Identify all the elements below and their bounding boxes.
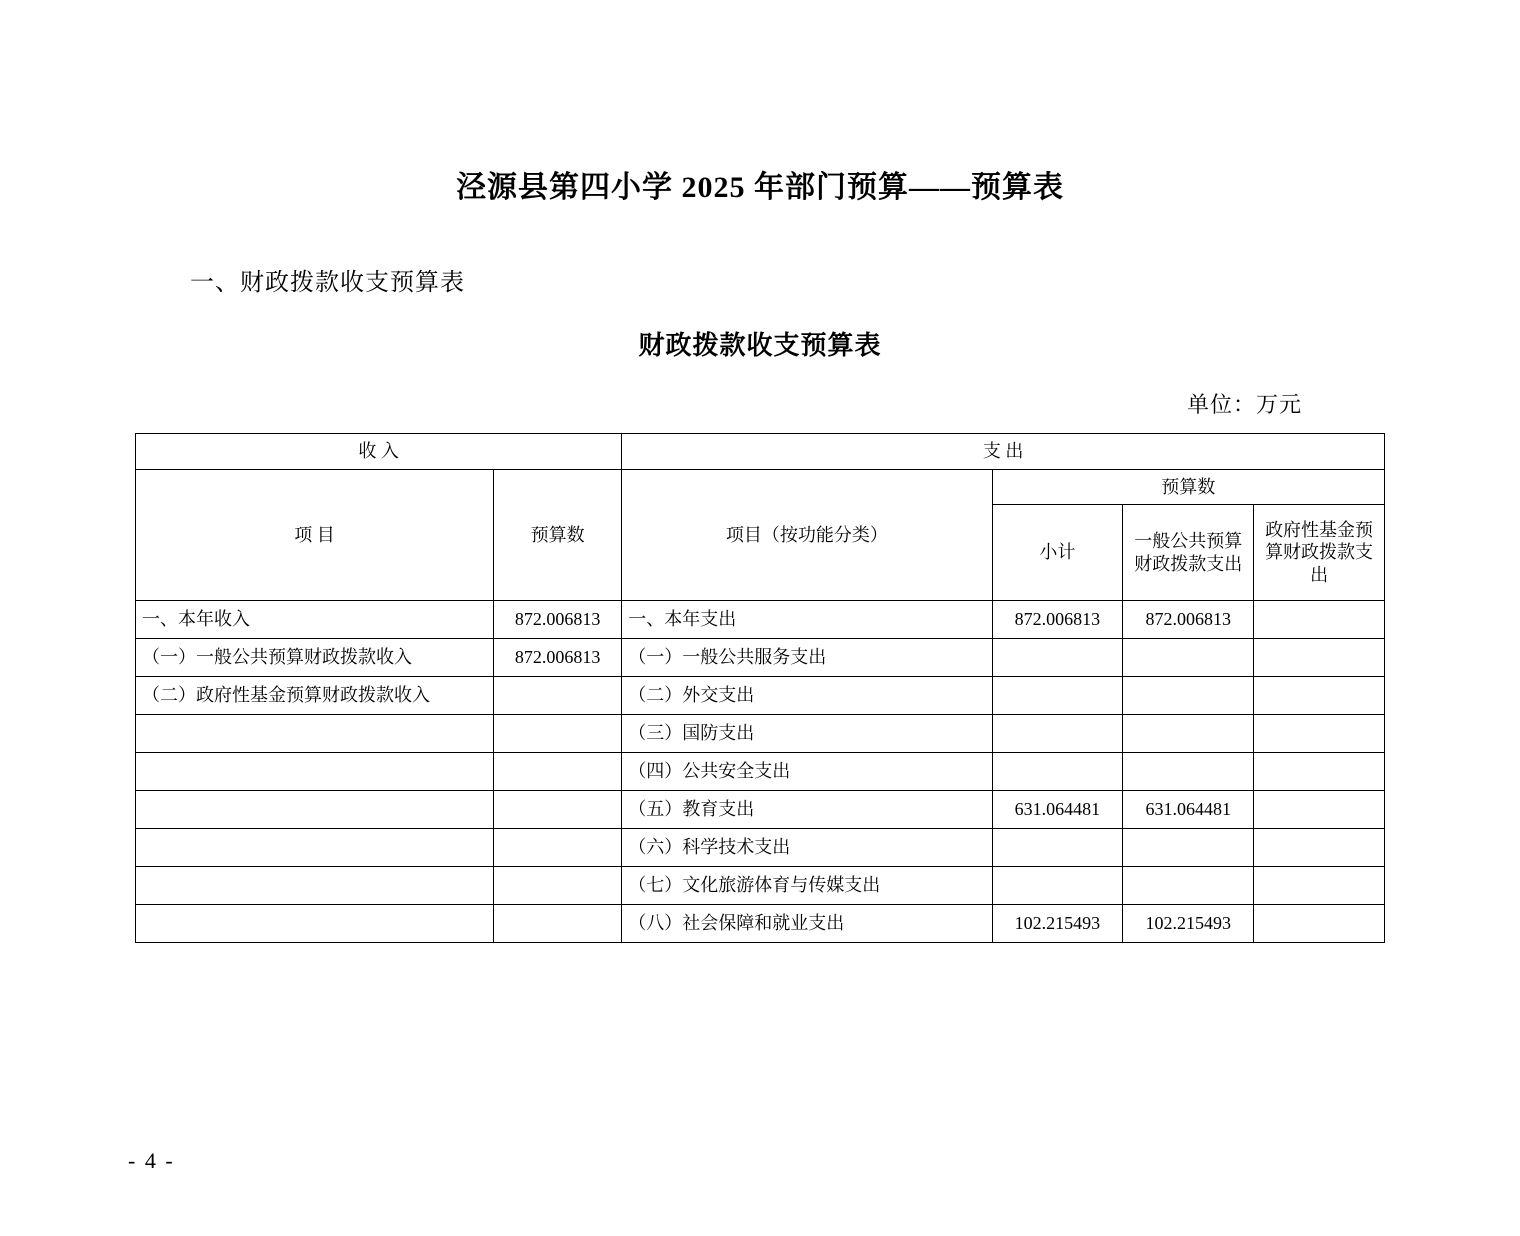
cell-income-item — [136, 829, 494, 867]
cell-gov-fund — [1254, 905, 1385, 943]
header-income-group: 收 入 — [136, 434, 622, 470]
cell-gov-fund — [1254, 715, 1385, 753]
table-header — [136, 434, 1385, 601]
cell-income-item — [136, 867, 494, 905]
cell-gov-fund — [1254, 601, 1385, 639]
cell-income-budget — [493, 829, 621, 867]
cell-income-item: 一、本年收入 — [136, 601, 494, 639]
page-title: 泾源县第四小学 2025 年部门预算——预算表 — [456, 171, 1064, 204]
cell-subtotal — [992, 715, 1123, 753]
table-row — [136, 905, 1385, 943]
header-income-item: 项 目 — [136, 469, 494, 601]
cell-income-item — [136, 905, 494, 943]
cell-expense-item: （三）国防支出 — [622, 715, 992, 753]
cell-general-public — [1123, 867, 1254, 905]
cell-general-public — [1123, 753, 1254, 791]
table-row — [136, 753, 1385, 791]
cell-subtotal: 631.064481 — [992, 791, 1123, 829]
section-heading: 一、财政拨款收支预算表 — [190, 270, 465, 296]
cell-income-budget — [493, 867, 621, 905]
budget-table — [135, 433, 1385, 943]
cell-income-item: （二）政府性基金预算财政拨款收入 — [136, 677, 494, 715]
cell-gov-fund — [1254, 867, 1385, 905]
cell-expense-item: （一）一般公共服务支出 — [622, 639, 992, 677]
cell-expense-item: （四）公共安全支出 — [622, 753, 992, 791]
cell-expense-item: （六）科学技术支出 — [622, 829, 992, 867]
page-number: - 4 - — [128, 1148, 175, 1173]
table-subgroup-row — [136, 469, 1385, 505]
cell-general-public — [1123, 639, 1254, 677]
header-gov-fund: 政府性基金预算财政拨款支出 — [1254, 505, 1385, 601]
cell-general-public — [1123, 829, 1254, 867]
cell-income-budget — [493, 715, 621, 753]
table-body — [136, 601, 1385, 943]
table-row — [136, 677, 1385, 715]
header-income-budget: 预算数 — [493, 469, 621, 601]
cell-income-item — [136, 715, 494, 753]
cell-general-public — [1123, 715, 1254, 753]
cell-general-public: 872.006813 — [1123, 601, 1254, 639]
header-subtotal: 小计 — [992, 505, 1123, 601]
table-row — [136, 829, 1385, 867]
cell-income-item — [136, 791, 494, 829]
header-expense-group: 支 出 — [622, 434, 1385, 470]
document-page — [0, 162, 1520, 1236]
table-title: 财政拨款收支预算表 — [638, 331, 882, 360]
table-row — [136, 791, 1385, 829]
cell-subtotal — [992, 867, 1123, 905]
cell-income-budget — [493, 753, 621, 791]
cell-subtotal: 102.215493 — [992, 905, 1123, 943]
cell-gov-fund — [1254, 677, 1385, 715]
cell-income-budget: 872.006813 — [493, 601, 621, 639]
cell-general-public — [1123, 677, 1254, 715]
cell-income-budget — [493, 905, 621, 943]
cell-income-budget — [493, 677, 621, 715]
table-row — [136, 867, 1385, 905]
cell-expense-item: （七）文化旅游体育与传媒支出 — [622, 867, 992, 905]
header-general-public: 一般公共预算财政拨款支出 — [1123, 505, 1254, 601]
cell-subtotal — [992, 829, 1123, 867]
unit-label: 单位：万元 — [1186, 392, 1302, 417]
cell-subtotal: 872.006813 — [992, 601, 1123, 639]
cell-income-item: （一）一般公共预算财政拨款收入 — [136, 639, 494, 677]
header-expense-item: 项目（按功能分类） — [622, 469, 992, 601]
cell-income-budget — [493, 791, 621, 829]
cell-gov-fund — [1254, 753, 1385, 791]
cell-subtotal — [992, 639, 1123, 677]
cell-general-public: 102.215493 — [1123, 905, 1254, 943]
cell-expense-item: （五）教育支出 — [622, 791, 992, 829]
cell-gov-fund — [1254, 791, 1385, 829]
cell-general-public: 631.064481 — [1123, 791, 1254, 829]
table-row — [136, 639, 1385, 677]
cell-expense-item: （二）外交支出 — [622, 677, 992, 715]
cell-gov-fund — [1254, 639, 1385, 677]
table-row — [136, 715, 1385, 753]
table-group-row — [136, 434, 1385, 470]
table-row — [136, 601, 1385, 639]
cell-subtotal — [992, 677, 1123, 715]
cell-expense-item: 一、本年支出 — [622, 601, 992, 639]
cell-income-budget: 872.006813 — [493, 639, 621, 677]
cell-subtotal — [992, 753, 1123, 791]
cell-gov-fund — [1254, 829, 1385, 867]
cell-income-item — [136, 753, 494, 791]
cell-expense-item: （八）社会保障和就业支出 — [622, 905, 992, 943]
header-budget-amount-group: 预算数 — [992, 469, 1385, 505]
